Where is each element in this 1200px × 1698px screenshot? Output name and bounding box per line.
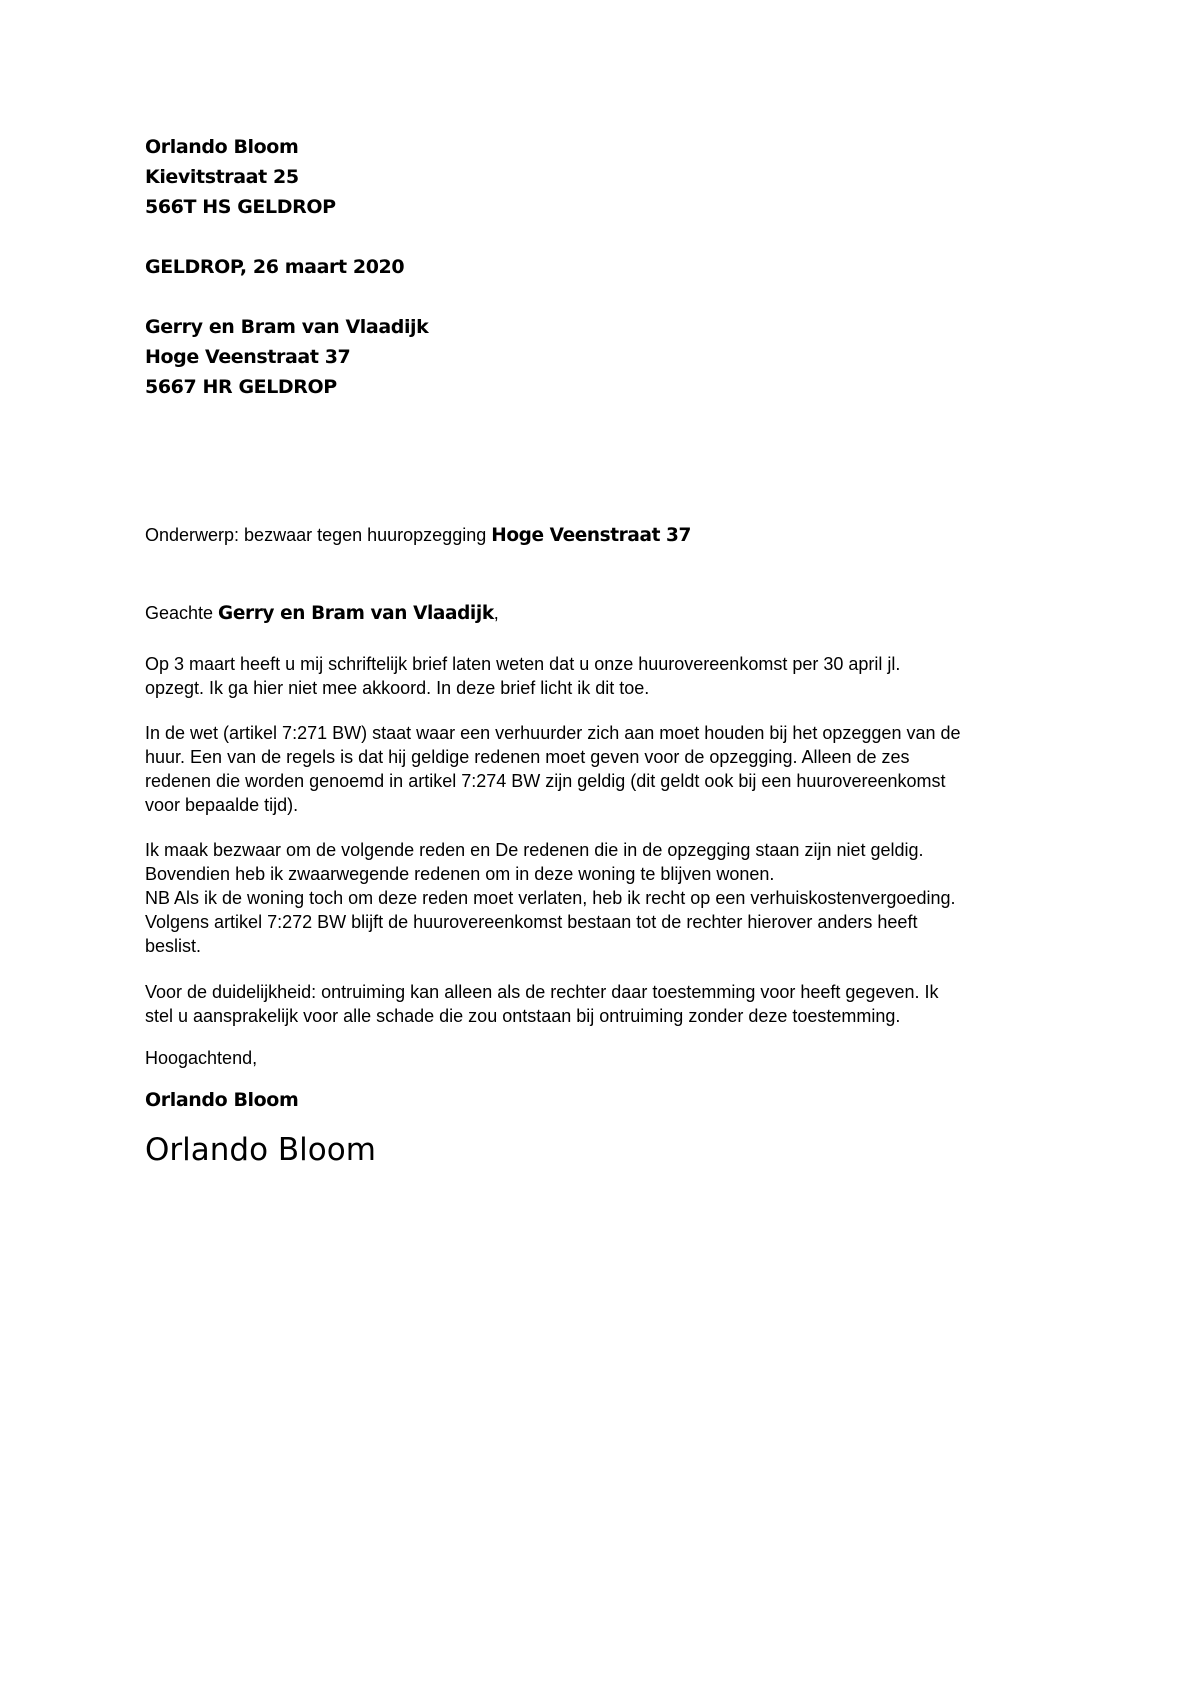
subject-prefix: Onderwerp: bezwaar tegen huuropzegging	[145, 525, 492, 545]
paragraph-line: beslist.	[145, 936, 202, 956]
paragraph-line: huur. Een van de regels is dat hij geldige redenen moet geven voor de opzegging. Alleen de zes	[145, 747, 910, 767]
paragraph-line: Bovendien heb ik zwaarwegende redenen om in deze woning te blijven wonen.	[145, 864, 775, 884]
paragraph-line: Ik maak bezwaar om de volgende reden en De redenen die in de opzegging staan zijn niet geldig.	[145, 840, 924, 860]
paragraph-line: In de wet (artikel 7:271 BW) staat waar een verhuurder zich aan moet houden bij het opzeggen van de	[145, 723, 961, 743]
recipient-name: Gerry en Bram van Vlaadijk	[145, 316, 429, 338]
paragraph-line: voor bepaalde tijd).	[145, 795, 299, 815]
paragraph-line: stel u aansprakelijk voor alle schade die zou ontstaan bij ontruiming zonder deze toestemming.	[145, 1006, 901, 1026]
sender-address	[145, 132, 336, 222]
recipient-street: Hoge Veenstraat 37	[145, 346, 351, 368]
sender-name: Orlando Bloom	[145, 136, 299, 158]
date-block	[145, 252, 404, 282]
paragraph-line: opzegt. Ik ga hier niet mee akkoord. In deze brief licht ik dit toe.	[145, 678, 650, 698]
paragraph-2	[145, 721, 961, 817]
paragraph-line: Volgens artikel 7:272 BW blijft de huurovereenkomst bestaan tot de rechter hierover anders heeft	[145, 912, 918, 932]
paragraph-line: Op 3 maart heeft u mij schriftelijk brief laten weten dat u onze huurovereenkomst per 30 april jl.	[145, 654, 901, 674]
recipient-postal-city: 5667 HR GELDROP	[145, 376, 337, 398]
signature: Orlando Bloom	[145, 1132, 376, 1168]
paragraph-line: redenen die worden genoemd in artikel 7:274 BW zijn geldig (dit geldt ook bij een huurovereenkomst	[145, 771, 946, 791]
paragraph-line: Voor de duidelijkheid: ontruiming kan alleen als de rechter daar toestemming voor heeft gegeven. Ik	[145, 982, 939, 1002]
date-line: GELDROP, 26 maart 2020	[145, 256, 405, 278]
subject-address: Hoge Veenstraat 37	[491, 525, 692, 546]
salutation	[145, 598, 499, 629]
paragraph-4	[145, 980, 938, 1028]
salutation-name: Gerry en Bram van Vlaadijk	[218, 603, 494, 624]
signer-name: Orlando Bloom	[145, 1089, 299, 1111]
sender-street: Kievitstraat 25	[145, 166, 299, 188]
recipient-address	[145, 312, 428, 402]
paragraph-3	[145, 838, 955, 958]
salutation-prefix: Geachte	[145, 603, 219, 623]
signer-block	[145, 1085, 298, 1115]
sender-postal-city: 566T HS GELDROP	[145, 196, 336, 218]
paragraph-1	[145, 652, 900, 700]
salutation-suffix: ,	[493, 603, 499, 623]
subject-line	[145, 520, 691, 551]
paragraph-line: NB Als ik de woning toch om deze reden moet verlaten, heb ik recht op een verhuiskostenvergoeding.	[145, 888, 956, 908]
closing: Hoogachtend,	[145, 1048, 258, 1068]
